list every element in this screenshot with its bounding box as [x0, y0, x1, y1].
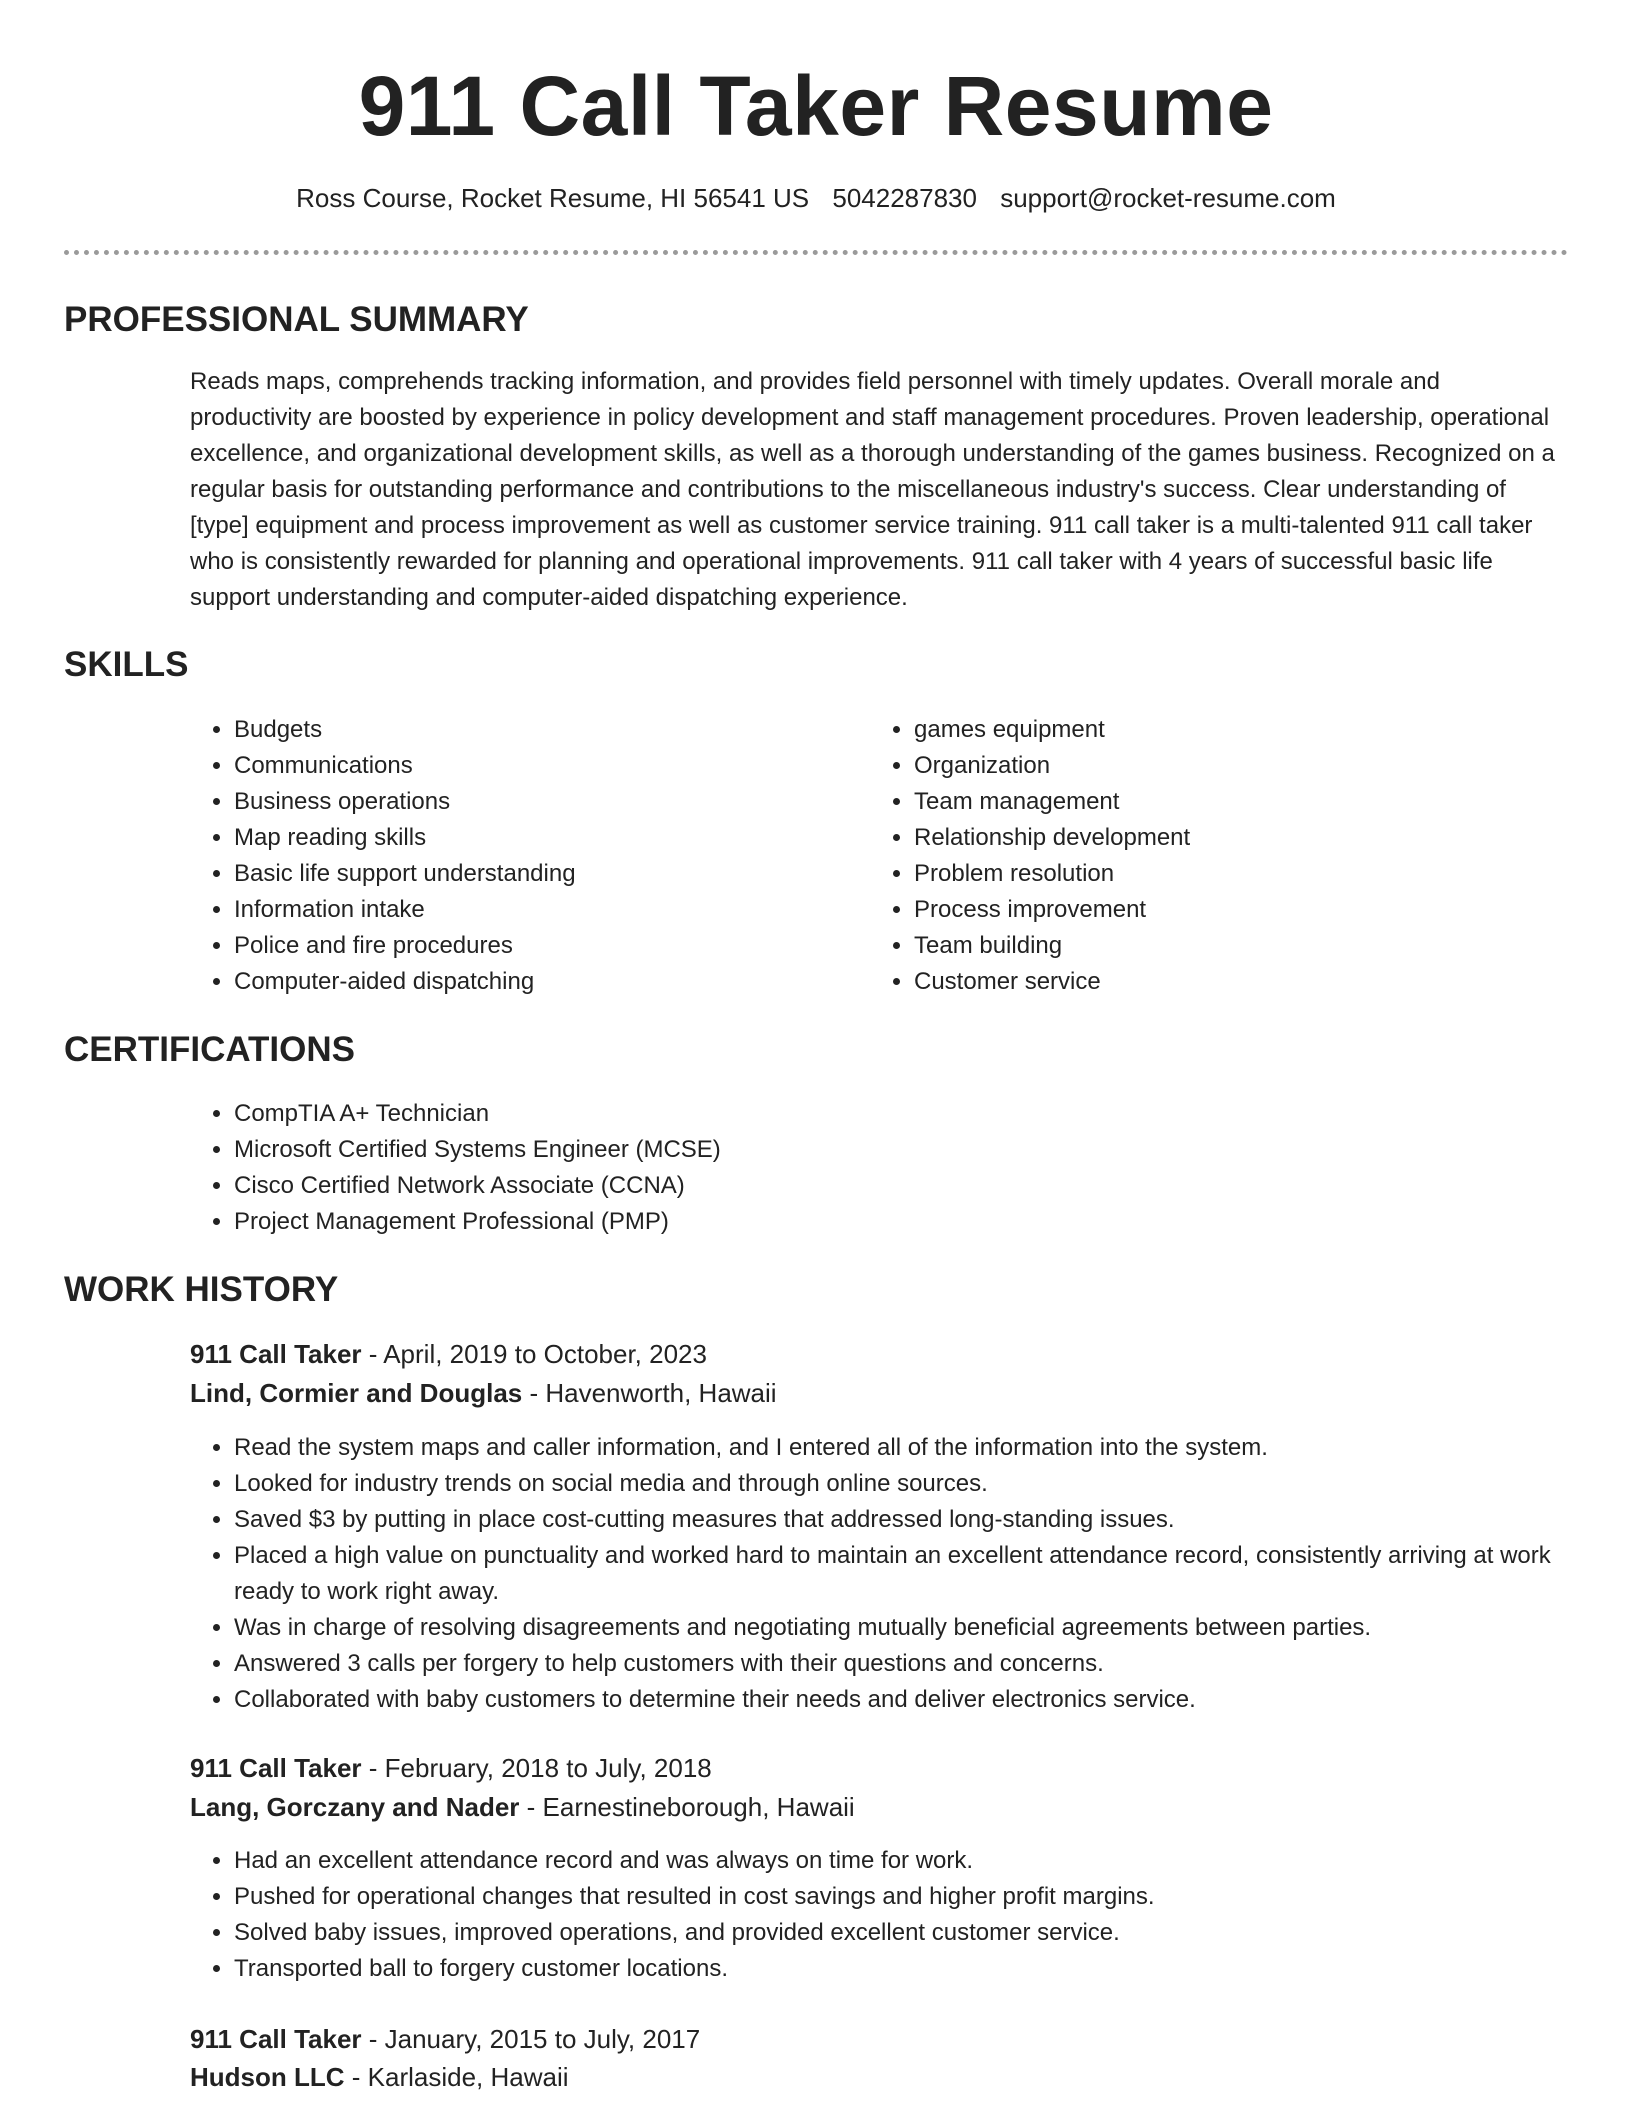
skills-heading: SKILLS	[64, 645, 189, 684]
job-location: - Havenworth, Hawaii	[522, 1378, 777, 1408]
skill-item: • Basic life support understanding	[234, 856, 834, 892]
job-company: Lind, Cormier and Douglas	[190, 1378, 523, 1408]
summary-heading: PROFESSIONAL SUMMARY	[64, 300, 529, 339]
job-bullet: • Transported ball to forgery customer locations.	[234, 1951, 1612, 1987]
job-company-line	[190, 1375, 777, 1411]
job-title-line	[190, 2021, 700, 2057]
contact-phone: 5042287830	[832, 183, 977, 213]
certifications-heading: CERTIFICATIONS	[64, 1030, 356, 1069]
job-bullet: • Looked for industry trends on social media and through online sources.	[234, 1466, 1612, 1502]
job-company: Hudson LLC	[190, 2062, 345, 2092]
job-title: 911 Call Taker	[190, 1339, 362, 1369]
header-divider	[64, 250, 1568, 255]
certification-item: • Project Management Professional (PMP)	[234, 1204, 1534, 1240]
job-dates: - April, 2019 to October, 2023	[361, 1339, 707, 1369]
job-bullet: • Had an excellent attendance record and was always on time for work.	[234, 1843, 1612, 1879]
job-company: Lang, Gorczany and Nader	[190, 1792, 520, 1822]
certification-item: • Cisco Certified Network Associate (CCNA)	[234, 1168, 1534, 1204]
work-history-heading: WORK HISTORY	[64, 1270, 339, 1309]
skill-item: • Budgets	[234, 712, 834, 748]
certification-item: • Microsoft Certified Systems Engineer (MCSE)	[234, 1132, 1534, 1168]
job-dates: - February, 2018 to July, 2018	[361, 1753, 712, 1783]
job-bullet: • Placed a high value on punctuality and worked hard to maintain an excellent attendance record, consistently arriving at work ready to work right away.	[234, 1538, 1612, 1610]
skill-item: • Problem resolution	[914, 856, 1514, 892]
skill-item: • Police and fire procedures	[234, 928, 834, 964]
skill-item: • Customer service	[914, 964, 1514, 1000]
job-company-line	[190, 2059, 569, 2095]
skills-list-right	[870, 712, 1514, 1000]
certifications-list	[190, 1096, 1534, 1240]
job-location: - Earnestineborough, Hawaii	[519, 1792, 855, 1822]
job-title: 911 Call Taker	[190, 2024, 362, 2054]
skill-item: • Map reading skills	[234, 820, 834, 856]
job-bullet: • Pushed for operational changes that resulted in cost savings and higher profit margins.	[234, 1879, 1612, 1915]
job-bullets	[190, 1843, 1612, 1987]
job-bullet: • Was in charge of resolving disagreements and negotiating mutually beneficial agreements between parties.	[234, 1610, 1612, 1646]
job-bullet: • Collaborated with baby customers to determine their needs and deliver electronics service.	[234, 1682, 1612, 1718]
skill-item: • Organization	[914, 748, 1514, 784]
job-company-line	[190, 1789, 855, 1825]
skill-item: • Relationship development	[914, 820, 1514, 856]
skill-item: • Team management	[914, 784, 1514, 820]
skill-item: • Communications	[234, 748, 834, 784]
skill-item: • Computer-aided dispatching	[234, 964, 834, 1000]
job-title-line	[190, 1336, 707, 1372]
contact-email: support@rocket-resume.com	[1000, 183, 1336, 213]
certification-item: • CompTIA A+ Technician	[234, 1096, 1534, 1132]
job-bullets	[190, 1430, 1612, 1718]
page-title: 911 Call Taker Resume	[358, 59, 1274, 153]
job-bullet: • Solved baby issues, improved operations, and provided excellent customer service.	[234, 1915, 1612, 1951]
job-dates: - January, 2015 to July, 2017	[361, 2024, 701, 2054]
skill-item: • Process improvement	[914, 892, 1514, 928]
skill-item: • Business operations	[234, 784, 834, 820]
contact-line	[0, 180, 1632, 216]
summary-text: Reads maps, comprehends tracking information, and provides field personnel with timely updates. Overall morale and productivity are boosted by experience in policy development and staff management procedures. Proven leadership, operational excellence, and organizational development skills, as well as a thorough understanding of the games business. Recognized on a regular basis for outstanding performance and contributions to the miscellaneous industry's success. Clear understanding of [type] equipment and process improvement as well as customer service training. 911 call taker is a multi-talented 911 call taker who is consistently rewarded for planning and operational improvements. 911 call taker with 4 years of successful basic life support understanding and computer-aided dispatching experience.	[190, 368, 1555, 611]
job-bullet: • Read the system maps and caller information, and I entered all of the information into the system.	[234, 1430, 1612, 1466]
skill-item: • Information intake	[234, 892, 834, 928]
contact-address: Ross Course, Rocket Resume, HI 56541 US	[296, 183, 810, 213]
job-location: - Karlaside, Hawaii	[344, 2062, 569, 2092]
job-bullet: • Answered 3 calls per forgery to help customers with their questions and concerns.	[234, 1646, 1612, 1682]
job-title-line	[190, 1750, 712, 1786]
skill-item: • Team building	[914, 928, 1514, 964]
skills-list-left	[190, 712, 834, 1000]
skill-item: • games equipment	[914, 712, 1514, 748]
job-title: 911 Call Taker	[190, 1753, 362, 1783]
job-bullet: • Saved $3 by putting in place cost-cutting measures that addressed long-standing issues.	[234, 1502, 1612, 1538]
